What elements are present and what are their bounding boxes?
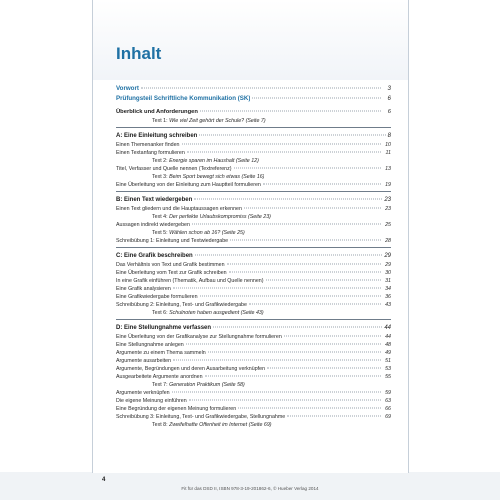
table-of-contents xyxy=(116,84,391,429)
toc-text-entry: Text 2: Energie sparen im Haushalt (Seite 12) xyxy=(152,158,259,164)
toc-entry: Argumente ausarbeiten 51 xyxy=(116,358,391,364)
toc-text-entry: Text 4: Der perfekte Urlaubskompromiss (Seite 23) xyxy=(152,214,271,220)
toc-entry: Argumente verknüpfen 59 xyxy=(116,390,391,396)
toc-entry: Eine Überleitung von der Grafikanalyse zur Stellungnahme formulieren 44 xyxy=(116,334,391,340)
section-c-heading: C: Eine Grafik beschreiben 29 xyxy=(116,253,391,259)
toc-entry: Das Verhältnis von Text und Grafik bestimmen 29 xyxy=(116,262,391,268)
section-divider xyxy=(116,191,391,192)
toc-entry: Schreibübung 2: Einleitung, Text- und Grafikwiedergabe 43 xyxy=(116,302,391,308)
toc-text-entry: Text 6: Schulnoten haben ausgedient (Seite 43) xyxy=(152,310,264,316)
toc-entry: Einen Textanfang formulieren 11 xyxy=(116,150,391,156)
toc-entry: Ausgearbeitete Argumente anordnen 55 xyxy=(116,374,391,380)
section-a-list xyxy=(116,141,391,189)
toc-entry: Eine Begründung der eigenen Meinung formulieren 66 xyxy=(116,406,391,412)
page-title: Inhalt xyxy=(116,44,162,63)
page-header-background xyxy=(93,0,408,80)
toc-entry-text1: Text 1: Wie viel Zeit gehört der Schule? (Seite 7) xyxy=(152,118,266,124)
toc-entry-ueberblick: Überblick und Anforderungen 6 xyxy=(116,109,391,115)
toc-entry: Eine Überleitung von der Einleitung zum Hauptteil formulieren 19 xyxy=(116,182,391,188)
toc-entry: Titel, Verfasser und Quelle nennen (Textreferenz) 13 xyxy=(116,166,391,172)
toc-entry: Einen Themenanker finden 10 xyxy=(116,142,391,148)
toc-entry: Eine Stellungnahme anlegen 48 xyxy=(116,342,391,348)
toc-entry: Argumente, Begründungen und deren Ausarbeitung verknüpfen 53 xyxy=(116,366,391,372)
toc-entry: Eine Überleitung vom Text zur Grafik schreiben 30 xyxy=(116,270,391,276)
section-a-heading: A: Eine Einleitung schreiben 8 xyxy=(116,133,391,139)
toc-entry: Aussagen indirekt wiedergeben 25 xyxy=(116,222,391,228)
toc-entry-vorwort: Vorwort 3 xyxy=(116,85,391,92)
toc-entry: Eine Grafik analysieren 34 xyxy=(116,286,391,292)
page-number: 4 xyxy=(102,477,106,483)
toc-entry: Schreibübung 1: Einleitung und Textwiedergabe 28 xyxy=(116,238,391,244)
toc-entry: Argumente zu einem Thema sammeln 49 xyxy=(116,350,391,356)
toc-text-entry: Text 7: Generation Praktikum (Seite 58) xyxy=(152,382,245,388)
section-divider xyxy=(116,319,391,320)
toc-text-entry: Text 8: Zweifelhafte Offenheit im Internet (Seite 69) xyxy=(152,422,272,428)
toc-entry: In eine Grafik einführen (Thematik, Aufbau und Quelle nennen) 31 xyxy=(116,278,391,284)
toc-text-entry: Text 3: Beim Sport bewegt sich etwas (Seite 16) xyxy=(152,174,265,180)
toc-entry: Schreibübung 3: Einleitung, Text- und Grafikwiedergabe, Stellungnahme 69 xyxy=(116,414,391,420)
document-page xyxy=(92,0,409,473)
toc-entry: Eine Grafikwiedergabe formulieren 36 xyxy=(116,294,391,300)
section-d-heading: D: Eine Stellungnahme verfassen 44 xyxy=(116,325,391,331)
section-c-list xyxy=(116,261,391,317)
section-d-list xyxy=(116,333,391,429)
toc-text-entry: Text 5: Wählen schon ab 16? (Seite 25) xyxy=(152,230,245,236)
section-divider xyxy=(116,247,391,248)
toc-entry: Die eigene Meinung einführen 63 xyxy=(116,398,391,404)
section-b-list xyxy=(116,205,391,245)
toc-entry-pruefungsteil: Prüfungsteil Schriftliche Kommunikation (SK) 6 xyxy=(116,95,391,102)
footer-note: Fit für das DSD II, ISBN 978-3-19-201862-6, © Hueber Verlag 2014 xyxy=(181,486,319,491)
section-b-heading: B: Einen Text wiedergeben 23 xyxy=(116,197,391,203)
section-divider xyxy=(116,127,391,128)
toc-entry: Einen Text gliedern und die Hauptaussagen erkennen 23 xyxy=(116,206,391,212)
